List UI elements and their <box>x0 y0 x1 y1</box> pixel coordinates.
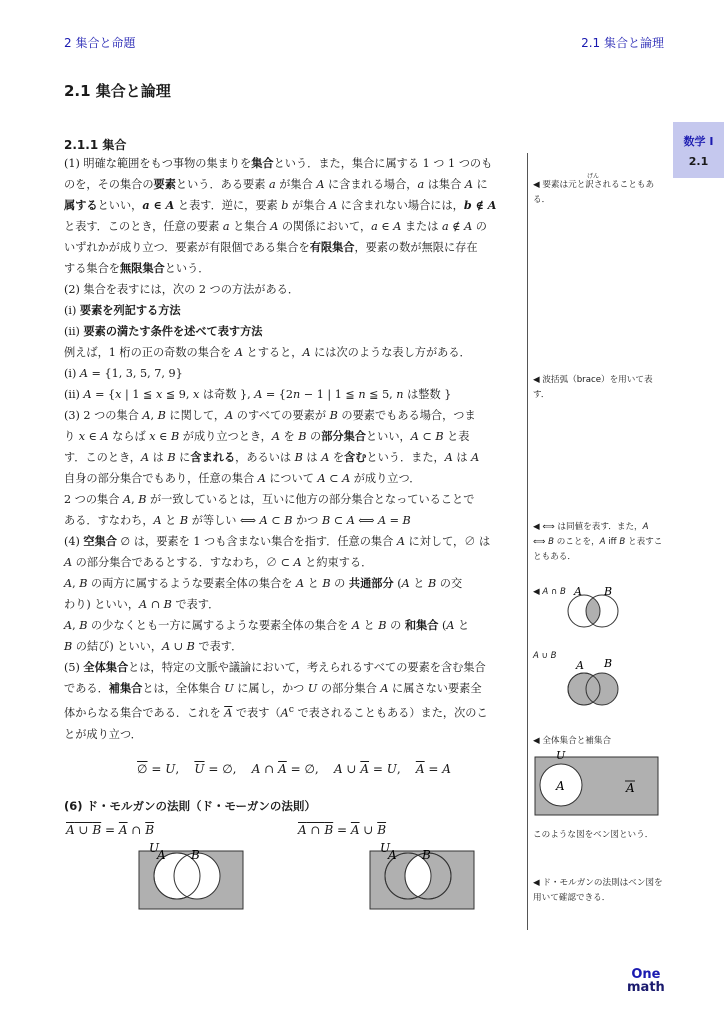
venn-label-u: U <box>149 843 160 855</box>
note-brace: ◀ 波括弧（brace）を用いて表す． <box>533 375 653 400</box>
svg-text:A: A <box>574 585 582 598</box>
body-line: 例えば，1 桁の正の奇数の集合を A とすると，A には次のような表し方がある． <box>64 346 471 359</box>
body-line: (3) 2 つの集合 A, B に関して，A のすべての要素が B の要素でもある場合，つま <box>64 409 476 422</box>
demorgan-formula-right: A ∩ $B = \overline{A}$ ∪ $\overline{B}$ <box>298 823 387 837</box>
venn-label-a: A <box>388 848 397 862</box>
body-line: A の部分集合であるとする．すなわち，∅ ⊂ A と約束する． <box>64 556 373 569</box>
note-demorgan: ◀ ド・モルガンの法則はベン図を用いて確認できる． <box>533 878 663 903</box>
body-line: する集合を無限集合という． <box>64 261 210 275</box>
body-line: いずれかが成り立つ．要素が有限個である集合を有限集合，要素の数が無限に存在 <box>64 240 478 254</box>
complement-formulas: ∅ = U, $\overline{U}$ = ∅, A ∩ $\overline{A}$ = ∅, A ∪ $\overline{A} = U$, A = A <box>137 762 451 776</box>
header-chapter: 2 集合と命題 <box>64 36 136 50</box>
main-body-text <box>64 153 524 745</box>
svg-text:A: A <box>576 659 584 672</box>
venn-label-b: B <box>422 848 431 862</box>
header-section: 2.1 集合と論理 <box>581 36 664 50</box>
body-line: のを，その集合の要素という．ある要素 a が集合 A に含まれる場合，a は集合 A に <box>64 177 488 191</box>
note-intersection: ◀ A ∩ B <box>533 587 566 597</box>
venn-complement <box>534 750 660 820</box>
svg-text:U: U <box>556 750 566 762</box>
onemath-logo: One math <box>627 967 665 995</box>
body-line: である．補集合とは，全体集合 U に属し，かつ U の部分集合 A に属さない要素全 <box>64 681 482 695</box>
venn-label-b: B <box>191 848 200 862</box>
chapter-tab[interactable] <box>673 122 724 178</box>
venn-label-a: A <box>157 848 166 862</box>
demorgan-title: (6) ド・モルガンの法則（ド・モーガンの法則） <box>64 799 316 813</box>
subsection-title: 2.1.1 集合 <box>64 138 127 152</box>
svg-text:A: A <box>556 779 565 793</box>
body-line: り x ∈ A ならば x ∈ B が成り立つとき，A を B の部分集合といい，A ⊂ B と表 <box>64 429 470 443</box>
body-line: (2) 集合を表すには，次の 2 つの方法がある． <box>64 283 300 296</box>
venn-union <box>566 655 622 710</box>
svg-text:B: B <box>604 657 613 670</box>
note-ruby: げん <box>587 173 600 180</box>
section-title: 2.1 集合と論理 <box>64 82 171 100</box>
body-line: す．このとき，A は B に含まれる，あるいは B は A を含むという．また，A は A <box>64 450 480 464</box>
note-element: ◀ 要素は元と訳されることもある． <box>533 180 655 205</box>
body-line: (i) A = {1, 3, 5, 7, 9} <box>64 367 183 380</box>
demorgan-venn-left <box>135 843 247 913</box>
note-union: A ∪ B <box>533 651 557 661</box>
demorgan-formula-left: A ∪ $B = \overline{A}$ ∩ $\overline{B}$ <box>66 823 155 837</box>
venn-intersection <box>566 583 622 631</box>
tab-section: 2.1 <box>688 155 709 168</box>
svg-text:B: B <box>604 585 613 598</box>
body-line: A, B の両方に属するような要素全体の集合を A と B の 共通部分 (A と B の交 <box>64 576 463 590</box>
note-venn: このような図をベン図という． <box>533 830 654 840</box>
body-line: ある．すなわち，A と B が等しい ⟺ A ⊂ B かつ B ⊂ A ⟺ A = B <box>64 514 411 527</box>
tab-subject: 数学 I <box>683 135 714 148</box>
body-line: わり) といい，A ∩ B で表す． <box>64 598 220 611</box>
body-line: 2 つの集合 A, B が一致しているとは，互いに他方の部分集合となっていることで <box>64 493 475 506</box>
body-line: 属するといい，a ∈ A と表す．逆に，要素 b が集合 A に含まれない場合には，b ∉ A <box>64 198 497 212</box>
body-line: (ii) A = {x | 1 ≦ x ≦ 9, x は奇数 }, A = {2n − 1 | 1 ≦ n ≦ 5, n は整数 } <box>64 388 452 401</box>
body-line: と表す．このとき，任意の要素 a と集合 A の関係において，a ∈ A または a ∉ A の <box>64 220 487 233</box>
margin-divider <box>527 153 528 930</box>
svg-text:A: A <box>626 781 635 795</box>
body-line: (4) 空集合 ∅ は，要素を 1 つも含まない集合を指す．任意の集合 A に対して，∅ は <box>64 534 491 548</box>
body-line: 自身の部分集合でもあり，任意の集合 A について A ⊂ A が成り立つ． <box>64 472 421 485</box>
body-line: A, B の少なくとも一方に属するような要素全体の集合を A と B の 和集合 (A と <box>64 618 470 632</box>
body-line: (i) 要素を列記する方法 <box>64 303 181 317</box>
venn-label-u: U <box>380 843 391 855</box>
body-line: 体からなる集合である．これを $\overline{A}$ で表す（$A^c$ で表されることもある）また，次のこ <box>64 704 488 720</box>
body-line: (ii) 要素の満たす条件を述べて表す方法 <box>64 324 263 338</box>
body-line: (5) 全体集合とは，特定の文脈や議論において，考えられるすべての要素を含む集合 <box>64 660 486 674</box>
note-iff: ◀ ⟺ は同値を表す．また，A ⟺ B のことを，A iff B と表すこともある． <box>533 522 663 562</box>
body-line: B の結び) といい，A ∪ B で表す． <box>64 640 243 653</box>
demorgan-venn-right <box>366 843 478 913</box>
body-line: とが成り立つ． <box>64 727 142 741</box>
note-complement: ◀ 全体集合と補集合 <box>533 736 612 746</box>
body-line: (1) 明確な範囲をもつ事物の集まりを集合という．また，集合に属する 1 つ 1 つのも <box>64 156 493 170</box>
